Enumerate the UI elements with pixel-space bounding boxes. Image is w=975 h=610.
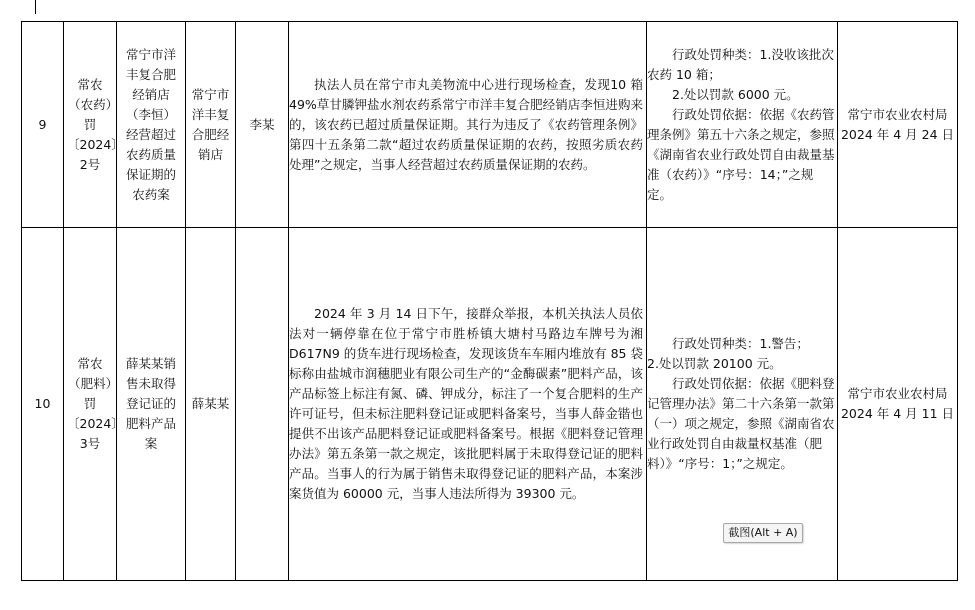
case-name-cell <box>117 22 186 228</box>
facts-cell <box>289 228 647 581</box>
case-number-cell <box>64 22 124 228</box>
facts-cell <box>289 22 647 228</box>
party-name-cell <box>186 22 236 228</box>
penalty-cell <box>647 22 838 228</box>
authority-name: 常宁市农业农村局 <box>847 386 948 401</box>
decision-date: 2024 年 4 月 11 日 <box>840 406 955 421</box>
case-number: 常农（肥料）罚〔2024〕3号 <box>67 356 124 451</box>
party-name: 薛某某 <box>191 396 230 411</box>
row-index-text: 10 <box>34 396 51 411</box>
penalty-type-2: 2.处以罚款 6000 元。 <box>672 86 799 102</box>
top-border-mark <box>35 0 36 14</box>
legal-rep: 李某 <box>249 116 275 132</box>
case-name: 常宁市洋丰复合肥经销店（李恒）经营超过农药质量保证期的农药案 <box>125 46 176 202</box>
legal-rep-cell <box>236 22 289 228</box>
facts-paragraph: 执法人员在常宁市丸美物流中心进行现场检查，发现10 箱 49%草甘膦钾盐水剂农药系常宁市洋丰复合肥经销店李恒进购来的，该农药已超过质量保证期。其行为违反了《农药管理条例》第四十五条第二款“超过农药质量保证期的农药，按照劣质农药处理”之规定，当事人经营超过农药质量保证期的农药。 <box>289 76 643 172</box>
party-name: 常宁市洋丰复合肥经销店 <box>191 86 230 162</box>
penalty-type-2: 2.处以罚款 20100 元。 <box>647 356 782 371</box>
screenshot-tooltip <box>723 523 803 543</box>
tooltip-text: 截图(Alt + A) <box>728 526 798 539</box>
authority-cell <box>838 228 958 581</box>
decision-date: 2024 年 4 月 24 日 <box>840 126 955 142</box>
table-row <box>22 228 958 581</box>
authority-name: 常宁市农业农村局 <box>847 106 948 122</box>
authority-cell <box>838 22 958 228</box>
row-index-text: 9 <box>38 116 47 132</box>
penalty-type: 行政处罚种类：1.没收该批次农药 10 箱； <box>647 46 834 82</box>
penalty-basis: 行政处罚依据：依据《农药管理条例》第五十六条之规定，参照《湖南省农业行政处罚自由裁量基准（农药）》“序号：14；”之规定。 <box>647 106 835 202</box>
case-number-cell <box>64 228 124 581</box>
legal-rep-cell <box>236 228 289 581</box>
facts-paragraph: 2024 年 3 月 14 日下午，接群众举报，本机关执法人员依法对一辆停靠在位于常宁市胜桥镇大塘村马路边车牌号为湘 D617N9 的货车进行现场检查，发现该货车车厢内堆放有 85 袋标称由盐城市润穗肥业有限公司生产的“金酶碳素”肥料产品，该产品标签上标注有氮、磷、钾成分，标注了一个复合肥料的生产许可证号，但未标注肥料登记证或肥料备案号，当事人薛金锴也提供不出该产品肥料登记证或肥料备案号。根据《肥料登记管理办法》第五条第一款之规定，该批肥料属于未取得登记证的肥料产品。当事人的行为属于销售未取得登记证的肥料产品，本案涉案货值为 60000 元，当事人违法所得为 39300 元。 <box>289 306 643 501</box>
penalty-type: 行政处罚种类：1.警告； <box>672 336 809 351</box>
case-name: 薛某某销售未取得登记证的肥料产品案 <box>125 356 176 451</box>
penalty-basis: 行政处罚依据：依据《肥料登记管理办法》第二十六条第一款第（一）项之规定，参照《湖南省农业行政处罚自由裁量权基准（肥料）》“序号：1；”之规定。 <box>647 376 835 471</box>
party-name-cell <box>186 228 236 581</box>
case-name-cell <box>117 228 186 581</box>
table-row <box>22 22 958 228</box>
penalty-table <box>21 21 958 581</box>
row-index <box>22 228 64 581</box>
row-index <box>22 22 64 228</box>
case-number: 常农（农药）罚〔2024〕2号 <box>67 76 124 172</box>
